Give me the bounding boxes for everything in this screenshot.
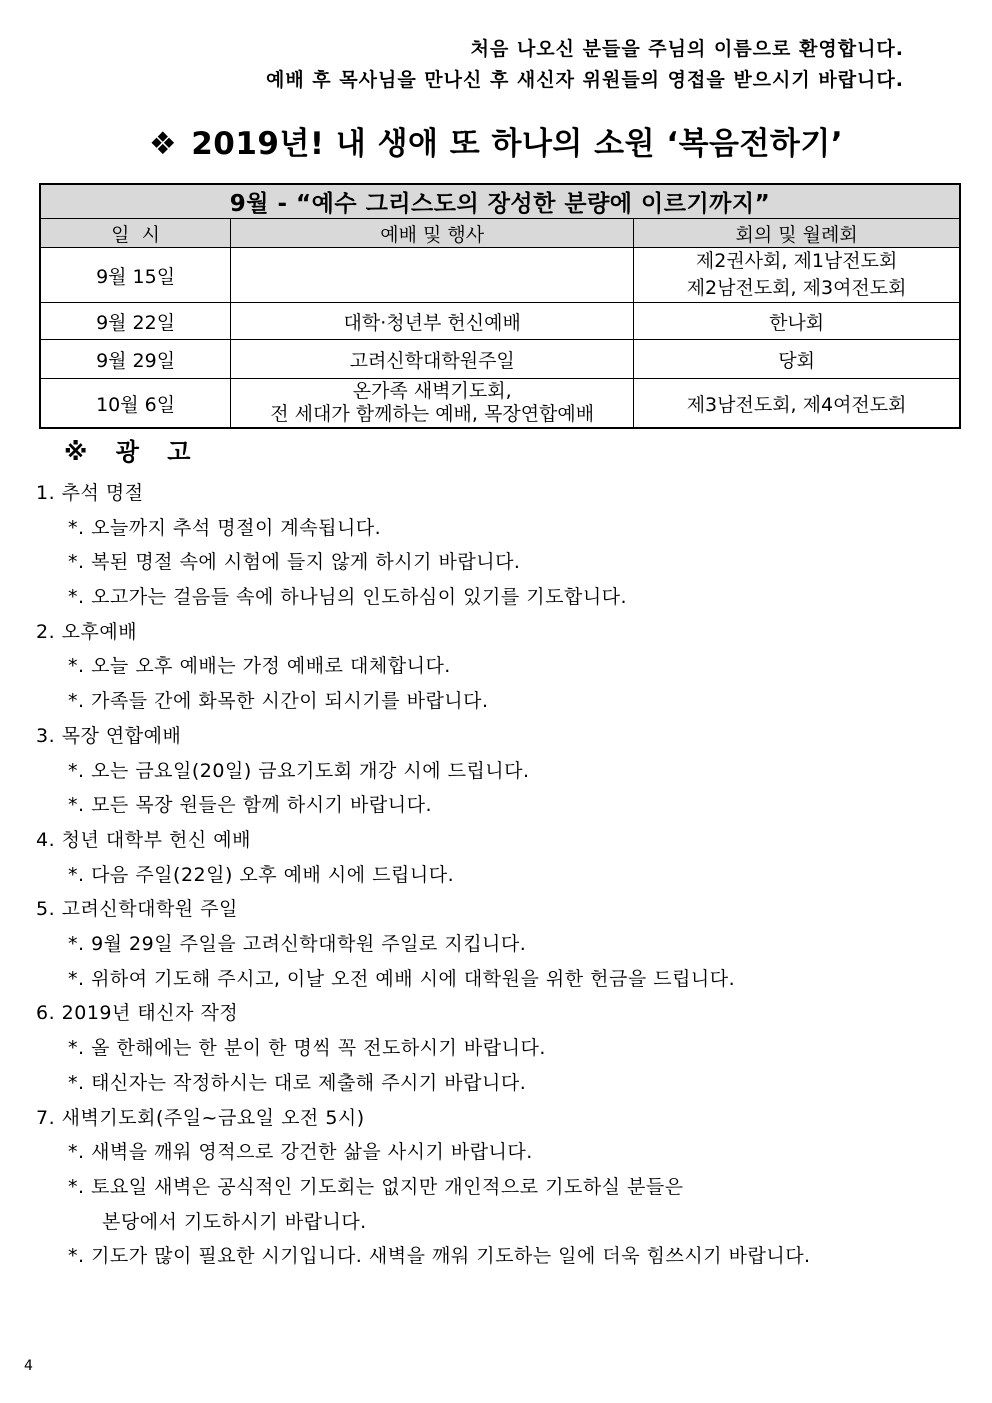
announcement-line: *. 오고가는 걸음들 속에 하나님의 인도하심이 있기를 기도합니다. (68, 586, 628, 609)
meeting-line: 제2권사회, 제1남전도회 (695, 250, 898, 272)
page-title-text: 2019년! 내 생애 또 하나의 소원 ‘복음전하기’ (191, 126, 844, 162)
welcome-line-1: 처음 나오신 분들을 주님의 이름으로 환영합니다. (470, 38, 904, 60)
announcement-line: *. 기도가 많이 필요한 시기입니다. 새벽을 깨워 기도하는 일에 더욱 힘쓰시기 바랍니다. (68, 1245, 811, 1268)
date-cell: 9월 29일 (40, 340, 231, 379)
announcement-line: *. 토요일 새벽은 공식적인 기도회는 없지만 개인적으로 기도하실 분들은 (68, 1175, 684, 1198)
announcement-item (36, 823, 956, 892)
date-cell: 10월 6일 (40, 379, 231, 429)
announcement-item (36, 476, 956, 615)
announcement-title: 6. 2019년 태신자 작정 (36, 1002, 239, 1025)
event-line: 온가족 새벽기도회, (352, 380, 512, 402)
schedule-caption-row (40, 184, 960, 219)
welcome-line-2: 예배 후 목사님을 만나신 후 새신자 위원들의 영접을 받으시기 바랍니다. (265, 69, 904, 91)
event-line: 전 세대가 함께하는 예배, 목장연합예배 (270, 403, 595, 425)
notice-heading: ※ 광 고 (64, 438, 201, 466)
table-row (40, 248, 960, 303)
column-header-meeting: 회의 및 월례회 (634, 219, 960, 248)
announcement-line: *. 오늘 오후 예배는 가정 예배로 대체합니다. (68, 655, 451, 678)
announcement-title: 2. 오후예배 (36, 620, 138, 643)
announcement-line: *. 위하여 기도해 주시고, 이날 오전 예배 시에 대학원을 위한 헌금을 드립니다. (68, 967, 736, 990)
announcement-line: *. 올 한해에는 한 분이 한 명씩 꼭 전도하시기 바랍니다. (68, 1037, 546, 1060)
page-title (0, 118, 992, 163)
announcement-item (36, 892, 956, 996)
announcement-title: 1. 추석 명절 (36, 482, 144, 504)
announcement-list (36, 476, 956, 1274)
announcement-item (36, 615, 956, 719)
column-header-event: 예배 및 행사 (231, 219, 634, 248)
page-number: 4 (24, 1358, 33, 1374)
meeting-line: 제2남전도회, 제3여전도회 (686, 277, 907, 299)
meeting-cell (634, 248, 960, 303)
meeting-cell: 제3남전도회, 제4여전도회 (634, 379, 960, 429)
announcement-title: 7. 새벽기도회(주일~금요일 오전 5시) (36, 1106, 365, 1129)
welcome-message (266, 34, 904, 96)
announcement-line: *. 9월 29일 주일을 고려신학대학원 주일로 지킵니다. (68, 933, 527, 956)
announcement-line: *. 다음 주일(22일) 오후 예배 시에 드립니다. (68, 863, 455, 886)
meeting-cell: 한나회 (634, 303, 960, 340)
schedule-caption: 9월 - “예수 그리스도의 장성한 분량에 이르기까지” (40, 184, 960, 219)
table-row (40, 379, 960, 429)
schedule-header-row (40, 219, 960, 248)
event-cell: 고려신학대학원주일 (231, 340, 634, 379)
announcement-line: *. 오늘까지 추석 명절이 계속됩니다. (68, 516, 382, 539)
announcement-title: 3. 목장 연합예배 (36, 724, 182, 747)
announcement-line: *. 태신자는 작정하시는 대로 제출해 주시기 바랍니다. (68, 1071, 527, 1094)
column-header-date: 일 시 (40, 219, 231, 248)
announcement-line: *. 오는 금요일(20일) 금요기도회 개강 시에 드립니다. (68, 759, 530, 782)
meeting-cell: 당회 (634, 340, 960, 379)
schedule-table (39, 183, 961, 429)
announcement-line: 본당에서 기도하시기 바랍니다. (102, 1210, 367, 1233)
table-row (40, 303, 960, 340)
announcement-title: 4. 청년 대학부 헌신 예배 (36, 828, 251, 851)
announcement-line: *. 복된 명절 속에 시험에 들지 않게 하시기 바랍니다. (68, 551, 521, 574)
diamond-bullet-icon: ❖ (148, 126, 178, 162)
date-cell: 9월 15일 (40, 248, 231, 303)
announcement-item (36, 719, 956, 823)
announcement-line: *. 가족들 간에 화목한 시간이 되시기를 바랍니다. (68, 690, 489, 713)
event-cell (231, 248, 634, 303)
event-cell (231, 379, 634, 429)
announcement-item (36, 1101, 956, 1275)
announcement-title: 5. 고려신학대학원 주일 (36, 898, 238, 921)
announcement-line: *. 모든 목장 원들은 함께 하시기 바랍니다. (68, 794, 432, 817)
announcement-line: *. 새벽을 깨워 영적으로 강건한 삶을 사시기 바랍니다. (68, 1141, 533, 1164)
table-row (40, 340, 960, 379)
date-cell: 9월 22일 (40, 303, 231, 340)
event-cell: 대학·청년부 헌신예배 (231, 303, 634, 340)
announcement-item (36, 996, 956, 1100)
